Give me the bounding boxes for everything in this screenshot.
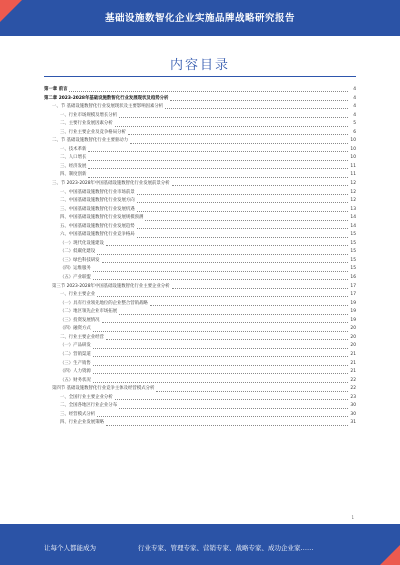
toc-entry[interactable] — [44, 402, 356, 411]
toc-leader-dots — [102, 322, 348, 323]
toc-entry-title: （五）财务状况 — [60, 377, 91, 383]
toc-entry-title: 四、中国基础设施数智化行业发展规模预测 — [60, 215, 144, 221]
toc-entry[interactable] — [44, 377, 356, 386]
toc-entry-title: 一、中国基础设施数智化行业市场前景 — [60, 189, 135, 195]
toc-entry[interactable] — [44, 180, 356, 189]
toc-entry-title: 三、经营模式分析 — [60, 411, 96, 417]
toc-leader-dots — [137, 228, 348, 229]
toc-entry-title: （五）产业联盟 — [60, 275, 91, 281]
toc-entry[interactable] — [44, 231, 356, 240]
toc-heading: 内容目录 — [169, 58, 230, 73]
toc-leader-dots — [156, 391, 348, 392]
toc-leader-dots — [145, 220, 348, 221]
toc-entry-page: 6 — [353, 129, 356, 135]
toc-entry-page: 12 — [350, 189, 356, 195]
toc-entry-page: 19 — [350, 317, 356, 323]
toc-entry-title: 三、经济发展 — [60, 163, 87, 169]
toc-entry[interactable] — [44, 325, 356, 334]
toc-leader-dots — [93, 271, 348, 272]
toc-entry-page: 11 — [350, 172, 356, 178]
toc-leader-dots — [97, 296, 348, 297]
toc-entry[interactable] — [44, 197, 356, 206]
toc-entry[interactable] — [44, 394, 356, 403]
toc-entry-page: 23 — [350, 394, 356, 400]
toc-entry-page: 10 — [350, 155, 356, 161]
toc-leader-dots — [172, 185, 348, 186]
toc-leader-dots — [106, 425, 348, 426]
toc-leader-dots — [93, 279, 348, 280]
toc-leader-dots — [137, 237, 348, 238]
toc-leader-dots — [97, 254, 348, 255]
footer-slogan-tail: 行业专家、管理专家、营销专家、战略专家、成功企业家…… — [138, 544, 314, 552]
toc-entry-page: 20 — [350, 326, 356, 332]
toc-entry[interactable] — [44, 154, 356, 163]
toc-leader-dots — [115, 126, 348, 127]
toc-entry[interactable] — [44, 351, 356, 360]
footer-corner-accent — [380, 545, 400, 565]
toc-divider — [44, 76, 356, 77]
toc-entry[interactable] — [44, 112, 356, 121]
toc-entry-page: 15 — [350, 257, 356, 263]
toc-entry[interactable] — [44, 171, 356, 180]
toc-entry[interactable] — [44, 137, 356, 146]
toc-leader-dots — [150, 305, 348, 306]
toc-entry-title: （四）融资方式 — [60, 326, 91, 332]
toc-entry-page: 30 — [350, 411, 356, 417]
report-title: 基础设施数智化企业实施品牌战略研究报告 — [104, 13, 295, 24]
toc-entry[interactable] — [44, 411, 356, 420]
toc-list — [44, 86, 356, 428]
toc-entry-title: 一、技术革新 — [60, 146, 87, 152]
toc-entry-page: 15 — [350, 240, 356, 246]
toc-entry-title: （一）具有行业领先地位的企业整合营销战略 — [60, 300, 148, 306]
toc-entry[interactable] — [44, 300, 356, 309]
toc-entry-page: 12 — [350, 198, 356, 204]
toc-leader-dots — [93, 382, 348, 383]
toc-entry-page: 30 — [350, 403, 356, 409]
toc-entry-title: （二）营销渠道 — [60, 351, 91, 357]
toc-leader-dots — [172, 288, 348, 289]
toc-entry-page: 17 — [350, 283, 356, 289]
toc-entry-title: 三、节 2023-2028年中国基础设施数智化行业发展前景分析 — [52, 181, 170, 187]
toc-entry[interactable] — [44, 214, 356, 223]
toc-entry[interactable] — [44, 189, 356, 198]
toc-entry-page: 19 — [350, 300, 356, 306]
toc-entry-page: 10 — [350, 138, 356, 144]
toc-entry-page: 14 — [350, 223, 356, 229]
toc-entry-title: 五、中国基础设施数智化行业发展趋势 — [60, 223, 135, 229]
toc-leader-dots — [102, 262, 348, 263]
toc-entry-title: （二）地区领先企业市场拓展 — [60, 309, 118, 315]
toc-entry-title: 第二章 2023-2028年基础设施数智化行业发展现状及趋势分析 — [44, 95, 169, 101]
toc-entry-page: 20 — [350, 334, 356, 340]
toc-entry-page: 17 — [350, 292, 356, 298]
toc-entry-page: 15 — [350, 249, 356, 255]
toc-entry-page: 15 — [350, 232, 356, 238]
toc-leader-dots — [119, 408, 348, 409]
toc-entry[interactable] — [44, 223, 356, 232]
toc-leader-dots — [69, 91, 348, 92]
toc-entry-page: 4 — [353, 87, 356, 92]
toc-entry-title: （三）投资发展情况 — [60, 317, 100, 323]
toc-entry-title: （四）人力资源 — [60, 369, 91, 375]
toc-entry-title: 六、中国基础设施数智化行业竞争格局 — [60, 232, 135, 238]
toc-entry-title: （四）运维服务 — [60, 266, 91, 272]
toc-entry[interactable] — [44, 265, 356, 274]
toc-entry-title: 四、行业企业发展策略 — [60, 420, 104, 426]
toc-entry-page: 22 — [350, 386, 356, 392]
toc-entry[interactable] — [44, 240, 356, 249]
toc-leader-dots — [88, 151, 348, 152]
toc-entry-title: 二、行业主要企业经营 — [60, 334, 104, 340]
toc-entry-title: 四、制度创新 — [60, 172, 87, 178]
toc-entry-page: 5 — [353, 121, 356, 127]
toc-entry[interactable] — [44, 248, 356, 257]
toc-entry-title: （三）生产销售 — [60, 360, 91, 366]
toc-leader-dots — [165, 108, 348, 109]
toc-entry-page: 10 — [350, 146, 356, 152]
toc-entry-page: 4 — [353, 104, 356, 110]
toc-entry-page: 13 — [350, 206, 356, 212]
toc-entry-page: 16 — [350, 275, 356, 281]
toc-entry-title: 三、中国基础设施数智化行业发展机遇 — [60, 206, 135, 212]
toc-entry-page: 19 — [350, 309, 356, 315]
toc-entry-title: 二、主要行业发展因素分析 — [60, 121, 113, 127]
toc-entry-title: 第三节 2023-2028年中国基础设施数智化行业主要企业分析 — [52, 283, 170, 289]
toc-entry[interactable] — [44, 86, 356, 95]
toc-entry[interactable] — [44, 257, 356, 266]
toc-leader-dots — [93, 365, 348, 366]
toc-entry-page: 4 — [353, 95, 356, 101]
page-number-text: 1 — [351, 515, 354, 520]
toc-entry-title: 一、行业市场规模及增长分析 — [60, 112, 118, 118]
toc-leader-dots — [106, 339, 348, 340]
toc-entry[interactable] — [44, 419, 356, 428]
toc-leader-dots — [137, 202, 348, 203]
toc-entry-page: 22 — [350, 377, 356, 383]
toc-entry-page: 21 — [350, 360, 356, 366]
toc-entry[interactable] — [44, 368, 356, 377]
toc-entry-title: （二）低碳化建设 — [60, 249, 96, 255]
toc-entry-title: 第四节 基础设施数智化行业竞争主体及经营模式分析 — [52, 386, 155, 392]
toc-entry[interactable] — [44, 283, 356, 292]
toc-entry-title: 二、节 基础设施数智化行业主要驱动力 — [52, 138, 129, 144]
toc-leader-dots — [119, 314, 348, 315]
toc-entry-page: 21 — [350, 369, 356, 375]
toc-leader-dots — [170, 100, 348, 101]
toc-leader-dots — [97, 416, 348, 417]
toc-entry-title: 一、行业主要企业 — [60, 292, 96, 298]
toc-entry[interactable] — [44, 385, 356, 394]
footer-slogan-lead: 让每个人都能成为 — [44, 544, 96, 552]
toc-entry-page: 20 — [350, 343, 356, 349]
toc-leader-dots — [128, 134, 348, 135]
toc-entry[interactable] — [44, 206, 356, 215]
toc-entry[interactable] — [44, 317, 356, 326]
toc-entry-page: 11 — [350, 163, 356, 169]
toc-entry[interactable] — [44, 120, 356, 129]
toc-leader-dots — [88, 160, 348, 161]
toc-entry[interactable] — [44, 342, 356, 351]
toc-entry[interactable] — [44, 129, 356, 138]
toc-entry-title: 二、中国基础设施数智化行业发展方向 — [60, 198, 135, 204]
toc-entry[interactable] — [44, 146, 356, 155]
toc-entry-title: 三、行业主要企业及竞争格局分析 — [60, 129, 126, 135]
toc-leader-dots — [93, 331, 348, 332]
toc-entry-title: （三）绿色科技研发 — [60, 257, 100, 263]
toc-leader-dots — [93, 348, 348, 349]
toc-leader-dots — [130, 143, 348, 144]
toc-entry[interactable] — [44, 163, 356, 172]
toc-entry[interactable] — [44, 360, 356, 369]
toc-leader-dots — [119, 117, 348, 118]
toc-entry-page: 12 — [350, 181, 356, 187]
toc-entry[interactable] — [44, 103, 356, 112]
toc-entry-page: 15 — [350, 266, 356, 272]
toc-entry[interactable] — [44, 274, 356, 283]
toc-leader-dots — [93, 373, 348, 374]
toc-entry-page: 31 — [350, 420, 356, 426]
footer-banner — [0, 524, 400, 565]
toc-entry-page: 14 — [350, 215, 356, 221]
toc-leader-dots — [115, 399, 348, 400]
toc-leader-dots — [137, 194, 348, 195]
toc-entry-title: 一、节 基础设施数智化行业发展现状及主要影响因素分析 — [52, 104, 164, 110]
toc-leader-dots — [106, 245, 348, 246]
toc-entry[interactable] — [44, 95, 356, 104]
toc-entry[interactable] — [44, 308, 356, 317]
toc-leader-dots — [88, 177, 348, 178]
toc-entry-page: 21 — [350, 351, 356, 357]
toc-leader-dots — [88, 168, 348, 169]
toc-entry-title: 第一章 前言 — [44, 87, 68, 92]
toc-entry-title: 一、全国行业主要企业分析 — [60, 394, 113, 400]
toc-entry-title: （一）产品研发 — [60, 343, 91, 349]
header-banner — [0, 0, 400, 36]
toc-leader-dots — [93, 356, 348, 357]
toc-entry[interactable] — [44, 334, 356, 343]
toc-leader-dots — [137, 211, 348, 212]
toc-entry[interactable] — [44, 291, 356, 300]
toc-entry-title: （一）现代化设施建设 — [60, 240, 104, 246]
toc-entry-title: 二、全国各地区行业企业分布 — [60, 403, 118, 409]
toc-entry-page: 4 — [353, 112, 356, 118]
toc-entry-title: 二、人口增长 — [60, 155, 87, 161]
